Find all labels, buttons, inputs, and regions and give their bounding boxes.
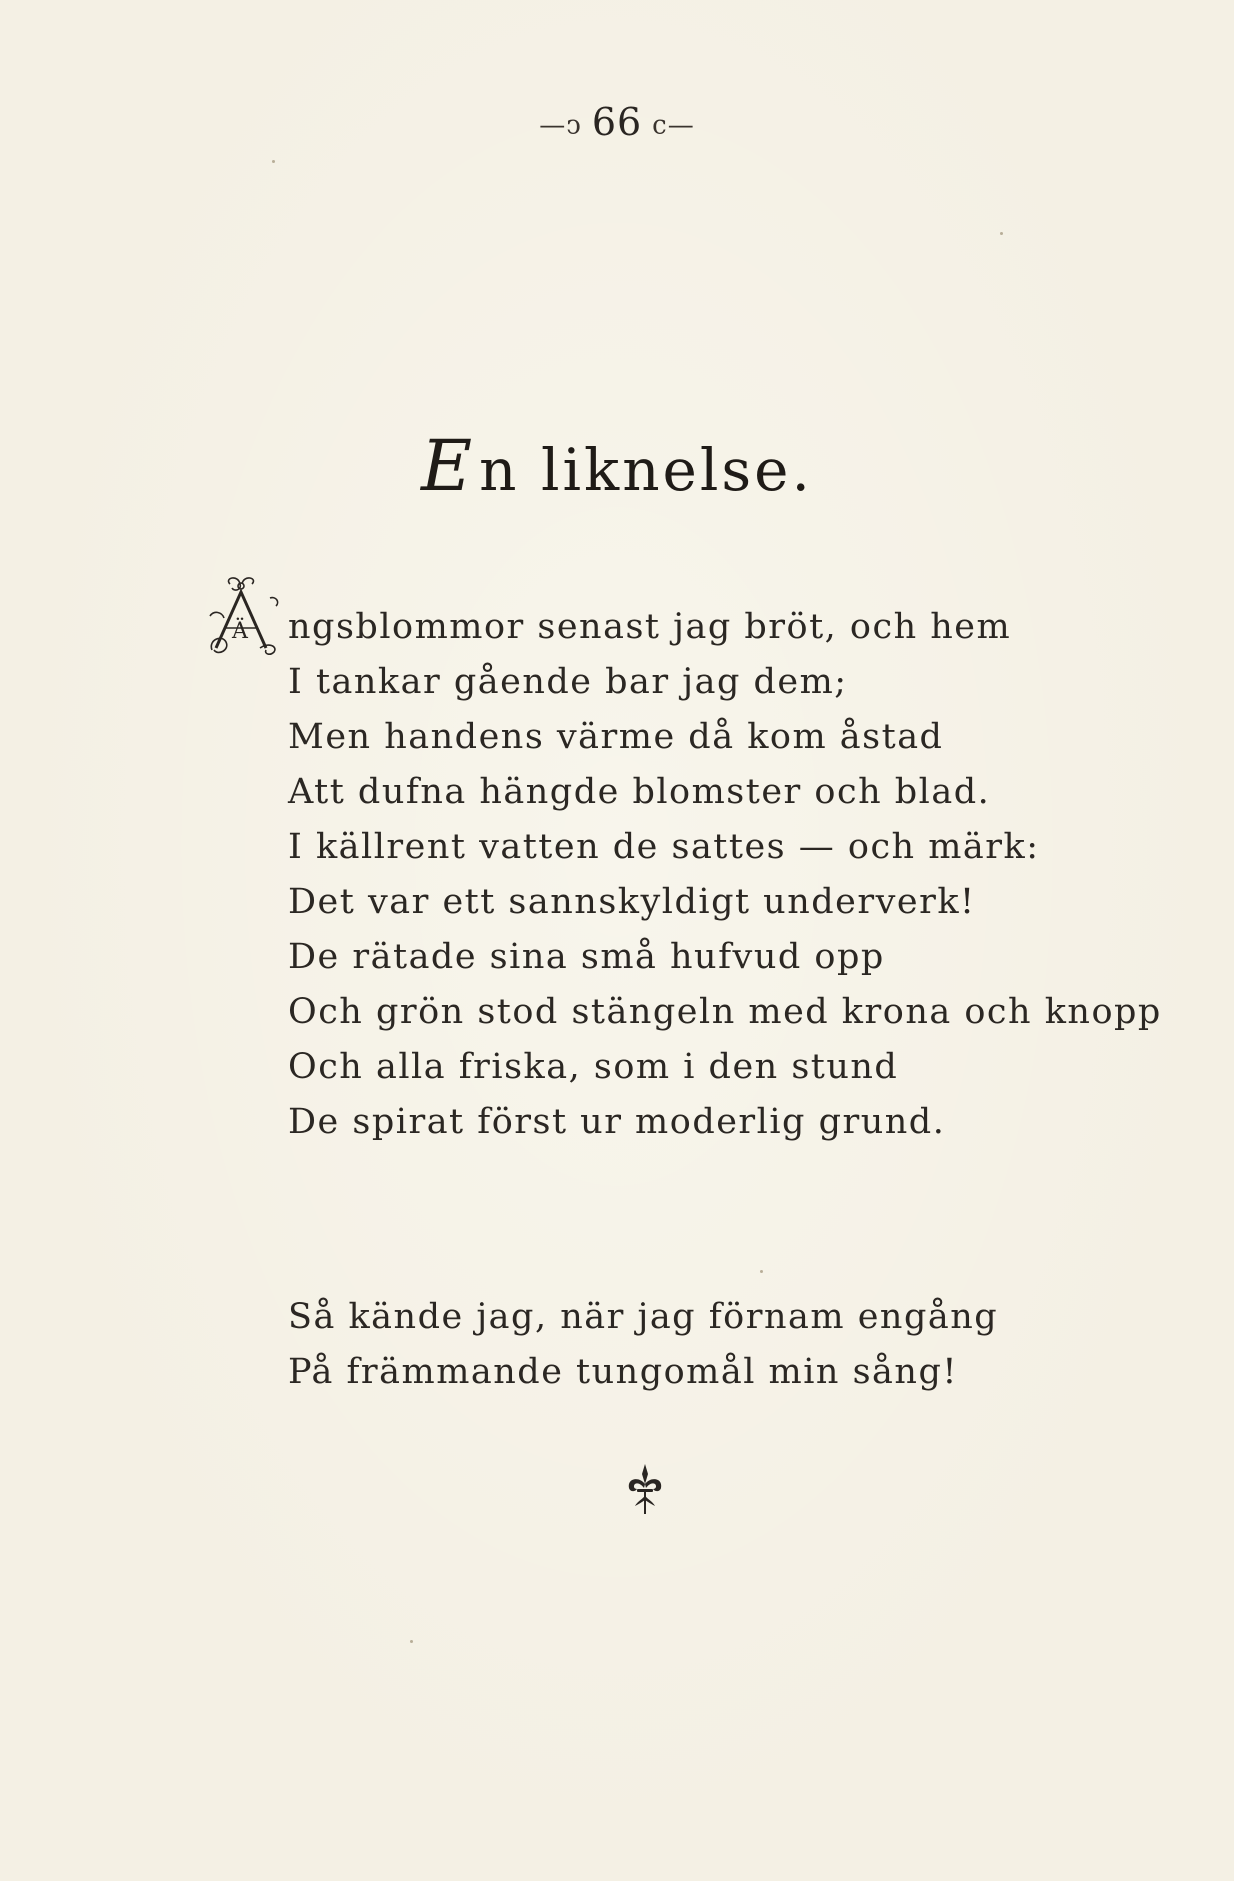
paper-speck	[410, 1640, 413, 1643]
left-ornament: —ↄ	[539, 110, 582, 141]
svg-text:Ä: Ä	[232, 619, 250, 644]
poem-title	[0, 425, 1234, 507]
poem-line: Att dufna hängde blomster och blad.	[288, 772, 991, 812]
drop-cap-initial	[208, 576, 286, 656]
title-initial: E	[421, 425, 476, 507]
first-line-text: ngsblommor senast jag bröt, och hem	[288, 607, 1012, 647]
poem-line: De spirat först ur moderlig grund.	[288, 1102, 946, 1142]
poem-line: Så kände jag, när jag förnam engång	[288, 1297, 999, 1337]
poem-line: I tankar gående bar jag dem;	[288, 662, 848, 702]
paper-speck	[272, 160, 275, 163]
stanza-break	[288, 1150, 1162, 1290]
paper-speck	[1000, 232, 1003, 235]
poem-line: På främmande tungomål min sång!	[288, 1352, 958, 1392]
poem-line: Men handens värme då kom åstad	[288, 717, 944, 757]
paper-speck	[760, 1270, 763, 1273]
poem-line: I källrent vatten de sattes — och märk:	[288, 827, 1040, 867]
page-number: 66	[591, 100, 643, 144]
title-text: n liknelse.	[479, 436, 813, 504]
poem-line-1	[232, 600, 1162, 655]
right-ornament: c—	[652, 110, 695, 141]
poem-line: Det var ett sannskyldigt underverk!	[288, 882, 976, 922]
poem-body	[232, 600, 1162, 1400]
poem-line: Och grön stod stängeln med krona och knopp	[288, 992, 1162, 1032]
fleur-de-lis-icon	[617, 1462, 673, 1518]
poem-line: De rätade sina små hufvud opp	[288, 937, 885, 977]
page-header	[0, 100, 1234, 144]
poem-line: Och alla friska, som i den stund	[288, 1047, 899, 1087]
